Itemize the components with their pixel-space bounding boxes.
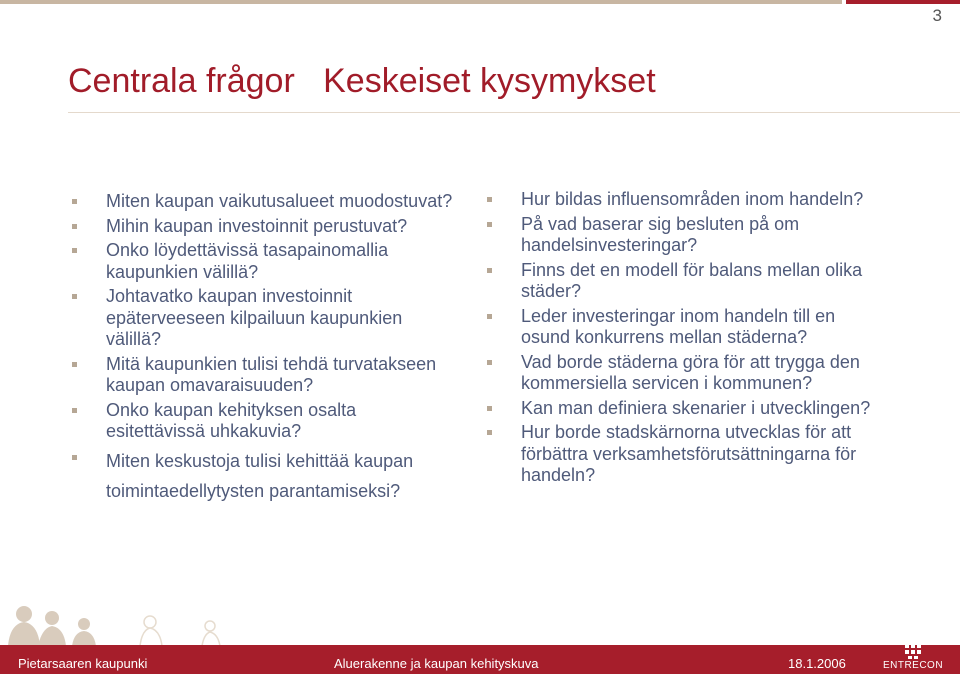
list-item	[483, 214, 878, 257]
list-item-text: Onko kaupan kehityksen osalta esitettävissä uhkakuvia?	[106, 399, 357, 441]
bullet-icon	[487, 268, 492, 273]
list-item-text: På vad baserar sig besluten på om handelsinvesteringar?	[521, 213, 800, 255]
footer-presentation-title: Aluerakenne ja kaupan kehityskuva	[334, 656, 539, 671]
list-item-text: Vad borde städerna göra för att trygga den kommersiella servicen i kommunen?	[521, 351, 860, 393]
bullet-icon	[487, 430, 492, 435]
bullet-icon	[72, 248, 77, 253]
bullet-icon	[487, 360, 492, 365]
entrecon-logo	[878, 640, 948, 674]
list-item	[68, 216, 458, 238]
bullet-icon	[487, 406, 492, 411]
list-item	[483, 398, 878, 420]
bullet-icon	[72, 224, 77, 229]
title-divider	[68, 112, 960, 113]
list-item-text: Finns det en modell för balans mellan olika städer?	[521, 259, 863, 301]
list-item	[483, 189, 878, 211]
top-accent-bar-red	[846, 0, 960, 4]
bullet-icon	[72, 362, 77, 367]
footer-date: 18.1.2006	[788, 656, 846, 671]
list-item-text: Kan man definiera skenarier i utvecklingen?	[521, 397, 871, 418]
list-item	[68, 191, 458, 213]
list-item-text: Mihin kaupan investoinnit perustuvat?	[106, 215, 408, 236]
list-item	[483, 422, 878, 487]
list-item-text: Hur bildas influensområden inom handeln?	[521, 189, 864, 209]
page-title: Centrala frågor Keskeiset kysymykset	[68, 62, 656, 100]
page-number: 3	[932, 6, 942, 25]
list-item	[483, 306, 878, 349]
list-item-text: Johtavatko kaupan investoinnit epäterveeseen kilpailuun kaupunkien välillä?	[106, 286, 403, 349]
bullet-icon	[487, 197, 492, 202]
list-item	[483, 352, 878, 395]
footer-organization: Pietarsaaren kaupunki	[18, 656, 148, 671]
bullet-icon	[72, 408, 77, 413]
list-item-text: Leder investeringar inom handeln till en osund konkurrens mellan städerna?	[521, 305, 836, 347]
list-item	[68, 400, 458, 443]
list-item	[68, 240, 458, 283]
bullet-icon	[72, 199, 77, 204]
list-item-text: Mitä kaupunkien tulisi tehdä turvatakseen kaupan omavaraisuuden?	[106, 353, 437, 395]
logo-text: ENTRECON	[882, 660, 944, 671]
list-item-text: Onko löydettävissä tasapainomallia kaupunkien välillä?	[106, 240, 389, 282]
list-item	[68, 354, 458, 397]
footer	[0, 600, 960, 674]
bullet-icon	[487, 314, 492, 319]
list-item-text: Miten keskustoja tulisi kehittää kaupan toimintaedellytysten parantamiseksi?	[106, 450, 414, 501]
top-accent-bar	[0, 0, 842, 4]
bullet-icon	[72, 455, 77, 460]
list-item-text: Miten kaupan vaikutusalueet muodostuvat?	[106, 191, 453, 211]
finnish-question-list	[68, 191, 458, 509]
swedish-question-list	[483, 189, 878, 490]
bullet-icon	[487, 222, 492, 227]
list-item	[68, 286, 458, 351]
logo-grid-icon	[878, 640, 948, 660]
list-item-text: Hur borde stadskärnorna utvecklas för att förbättra verksamhetsförutsättningarna för handeln?	[521, 422, 857, 485]
people-silhouettes-decoration	[0, 600, 960, 646]
list-item	[483, 260, 878, 303]
bullet-icon	[72, 294, 77, 299]
list-item	[68, 446, 458, 506]
